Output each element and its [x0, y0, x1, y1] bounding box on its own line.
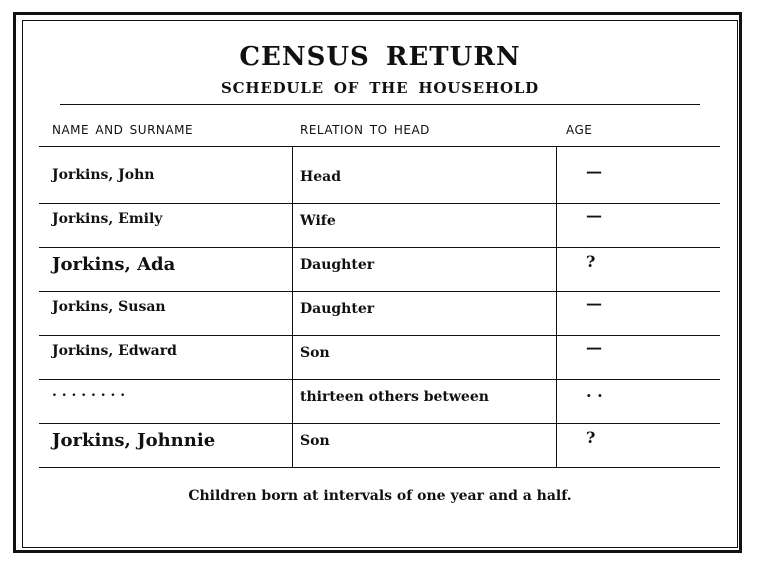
cell-relation: Son — [300, 433, 330, 449]
footnote: Children born at intervals of one year and a half. — [188, 488, 572, 504]
cell-age: — — [586, 206, 602, 225]
cell-relation: Son — [300, 345, 330, 361]
table-row — [39, 248, 720, 292]
cell-age: — — [586, 294, 602, 313]
cell-age: . . — [586, 382, 603, 401]
cell-relation: thirteen others between — [300, 389, 489, 405]
table-row — [39, 380, 720, 424]
cell-relation: Daughter — [300, 301, 375, 317]
cell-relation: Head — [300, 169, 341, 185]
cell-age: — — [586, 338, 602, 357]
cell-name: Jorkins, John — [52, 167, 155, 183]
cell-name: . . . . . . . . — [52, 384, 126, 400]
document-title: CENSUS RETURN — [239, 42, 521, 72]
table-row — [39, 292, 720, 336]
cell-name: Jorkins, Johnnie — [52, 430, 216, 451]
header-rule — [39, 146, 720, 147]
cell-name: Jorkins, Emily — [52, 211, 163, 227]
cell-relation: Daughter — [300, 257, 375, 273]
column-header-name: NAME AND SURNAME — [52, 123, 194, 137]
title-rule — [60, 104, 700, 105]
table-row — [39, 160, 720, 204]
document-subtitle: SCHEDULE OF THE HOUSEHOLD — [221, 79, 539, 97]
cell-relation: Wife — [300, 213, 336, 229]
cell-name: Jorkins, Edward — [52, 343, 177, 359]
table-row — [39, 424, 720, 468]
column-header-relation: RELATION TO HEAD — [300, 123, 430, 137]
table-row — [39, 336, 720, 380]
cell-age: — — [586, 162, 602, 181]
column-header-age: AGE — [566, 123, 593, 137]
table-row — [39, 204, 720, 248]
cell-name: Jorkins, Ada — [52, 254, 176, 275]
cell-age: ? — [586, 252, 596, 271]
cell-age: ? — [586, 428, 596, 447]
cell-name: Jorkins, Susan — [52, 299, 166, 315]
